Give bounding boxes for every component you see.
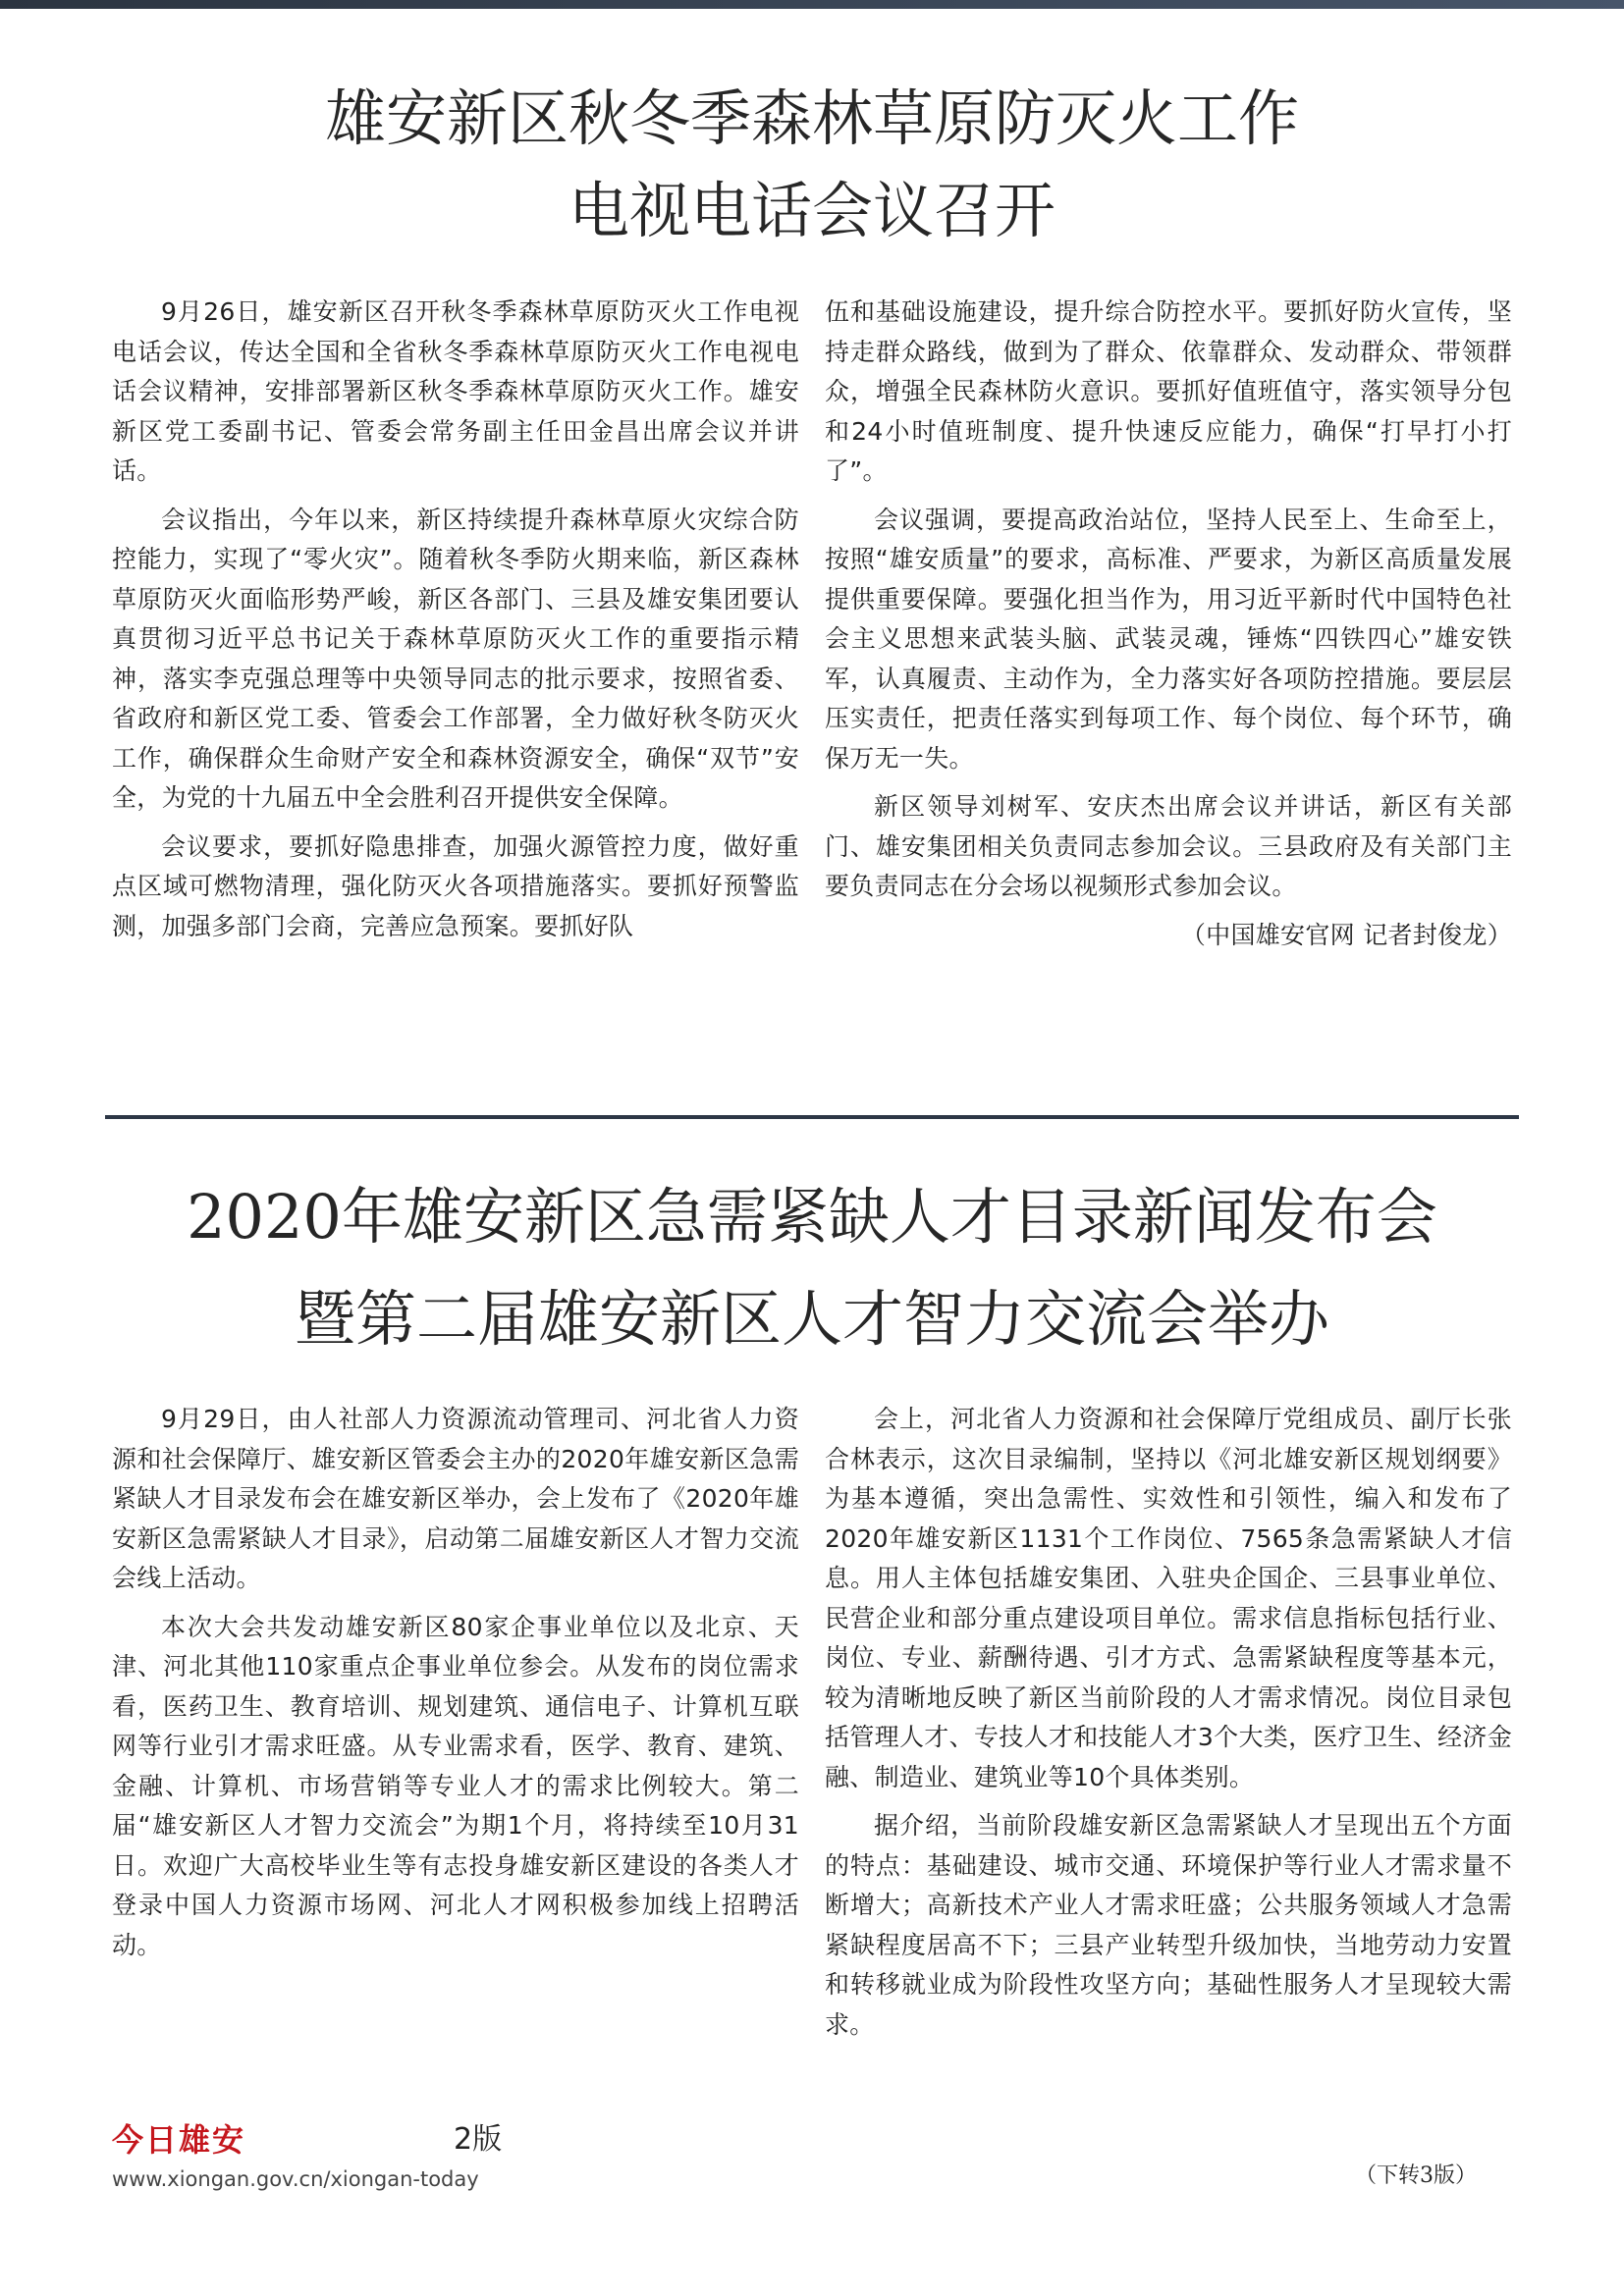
article2-headline <box>0 1166 1624 1370</box>
article1-column-left <box>112 293 799 955</box>
article2-paragraph: 会上，河北省人力资源和社会保障厅党组成员、副厅长张合林表示，这次目录编制，坚持以《河北雄安新区规划纲要》为基本遵循，突出急需性、实效性和引领性，编入和发布了2020年雄安新区1131个工作岗位、7565条急需紧缺人才信息。用人主体包括雄安集团、入驻央企国企、三县事业单位、民营企业和部分重点建设项目单位。需求信息指标包括行业、岗位、专业、薪酬待遇、引才方式、急需紧缺程度等基本元，较为清晰地反映了新区当前阶段的人才需求情况。岗位目录包括管理人才、专技人才和技能人才3个大类，医疗卫生、经济金融、制造业、建筑业等10个具体类别。 <box>825 1405 1512 1791</box>
section-divider <box>105 1115 1519 1119</box>
article1-headline-line1: 雄安新区秋冬季森林草原防灭火工作 <box>324 82 1299 154</box>
article1-paragraph-continued: 伍和基础设施建设，提升综合防控水平。要抓好防火宣传，坚持走群众路线，做到为了群众、依靠群众、发动群众、带领群众，增强全民森林防火意识。要抓好值班值守，落实领导分包和24小时值班制度、提升快速反应能力，确保“打早打小打了”。 <box>825 297 1512 485</box>
article1-paragraph: 9月26日，雄安新区召开秋冬季森林草原防灭火工作电视电话会议，传达全国和全省秋冬季森林草原防灭火工作电视电话会议精神，安排部署新区秋冬季森林草原防灭火工作。雄安新区党工委副书记、管委会常务副主任田金昌出席会议并讲话。 <box>112 297 799 485</box>
top-accent-bar <box>0 0 1624 9</box>
article2-column-right <box>825 1400 1512 2054</box>
article2-paragraph: 9月29日，由人社部人力资源流动管理司、河北省人力资源和社会保障厅、雄安新区管委会主办的2020年雄安新区急需紧缺人才目录发布会在雄安新区举办，会上发布了《2020年雄安新区急需紧缺人才目录》，启动第二届雄安新区人才智力交流会线上活动。 <box>112 1405 799 1592</box>
page-edition: 2版 <box>454 2122 503 2157</box>
article1-paragraph: 会议要求，要抓好隐患排查，加强火源管控力度，做好重点区域可燃物清理，强化防灭火各项措施落实。要抓好预警监测，加强多部门会商，完善应急预案。要抓好队 <box>112 831 799 940</box>
article1-byline: （中国雄安官网 记者封俊龙） <box>1180 920 1512 949</box>
article1-paragraph: 会议指出，今年以来，新区持续提升森林草原火灾综合防控能力，实现了“零火灾”。随着秋冬季防火期来临，新区森林草原防灭火面临形势严峻，新区各部门、三县及雄安集团要认真贯彻习近平总书记关于森林草原防灭火工作的重要指示精神，落实李克强总理等中央领导同志的批示要求，按照省委、省政府和新区党工委、管委会工作部署，全力做好秋冬防灭火工作，确保群众生命财产安全和森林资源安全，确保“双节”安全，为党的十九届五中全会胜利召开提供安全保障。 <box>112 505 799 812</box>
article1-column-right <box>825 293 1512 964</box>
article2-paragraph: 据介绍，当前阶段雄安新区急需紧缺人才呈现出五个方面的特点：基础建设、城市交通、环境保护等行业人才需求量不断增大；高新技术产业人才需求旺盛；公共服务领域人才急需紧缺程度居高不下；三县产业转型升级加快，当地劳动力安置和转移就业成为阶段性攻坚方向；基础性服务人才呈现较大需求。 <box>825 1811 1512 2039</box>
article2-column-left <box>112 1400 799 1974</box>
article1-headline <box>0 73 1624 257</box>
publication-logo: 今日雄安 <box>112 2121 246 2159</box>
article1-paragraph: 会议强调，要提高政治站位，坚持人民至上、生命至上，按照“雄安质量”的要求，高标准、严要求，为新区高质量发展提供重要保障。要强化担当作为，用习近平新时代中国特色社会主义思想来武装头脑、武装灵魂，锤炼“四铁四心”雄安铁军，认真履责、主动作为，全力落实好各项防控措施。要层层压实责任，把责任落实到每项工作、每个岗位、每个环节，确保万无一失。 <box>825 505 1512 773</box>
article2-paragraph: 本次大会共发动雄安新区80家企事业单位以及北京、天津、河北其他110家重点企事业单位参会。从发布的岗位需求看，医药卫生、教育培训、规划建筑、通信电子、计算机互联网等行业引才需求旺盛。从专业需求看，医学、教育、建筑、金融、计算机、市场营销等专业人才的需求比例较大。第二届“雄安新区人才智力交流会”为期1个月，将持续至10月31日。欢迎广大高校毕业生等有志投身雄安新区建设的各类人才登录中国人力资源市场网、河北人才网积极参加线上招聘活动。 <box>112 1612 799 1959</box>
article1-paragraph: 新区领导刘树军、安庆杰出席会议并讲话，新区有关部门、雄安集团相关负责同志参加会议。三县政府及有关部门主要负责同志在分会场以视频形式参加会议。 <box>825 792 1512 900</box>
article2-headline-line2: 暨第二届雄安新区人才智力交流会举办 <box>294 1283 1329 1355</box>
continued-notice: （下转3版） <box>1355 2163 1477 2188</box>
publication-url[interactable]: www.xiongan.gov.cn/xiongan-today <box>112 2167 479 2191</box>
article2-headline-line1: 2020年雄安新区急需紧缺人才目录新闻发布会 <box>187 1181 1437 1253</box>
article1-headline-line2: 电视电话会议召开 <box>568 175 1056 246</box>
